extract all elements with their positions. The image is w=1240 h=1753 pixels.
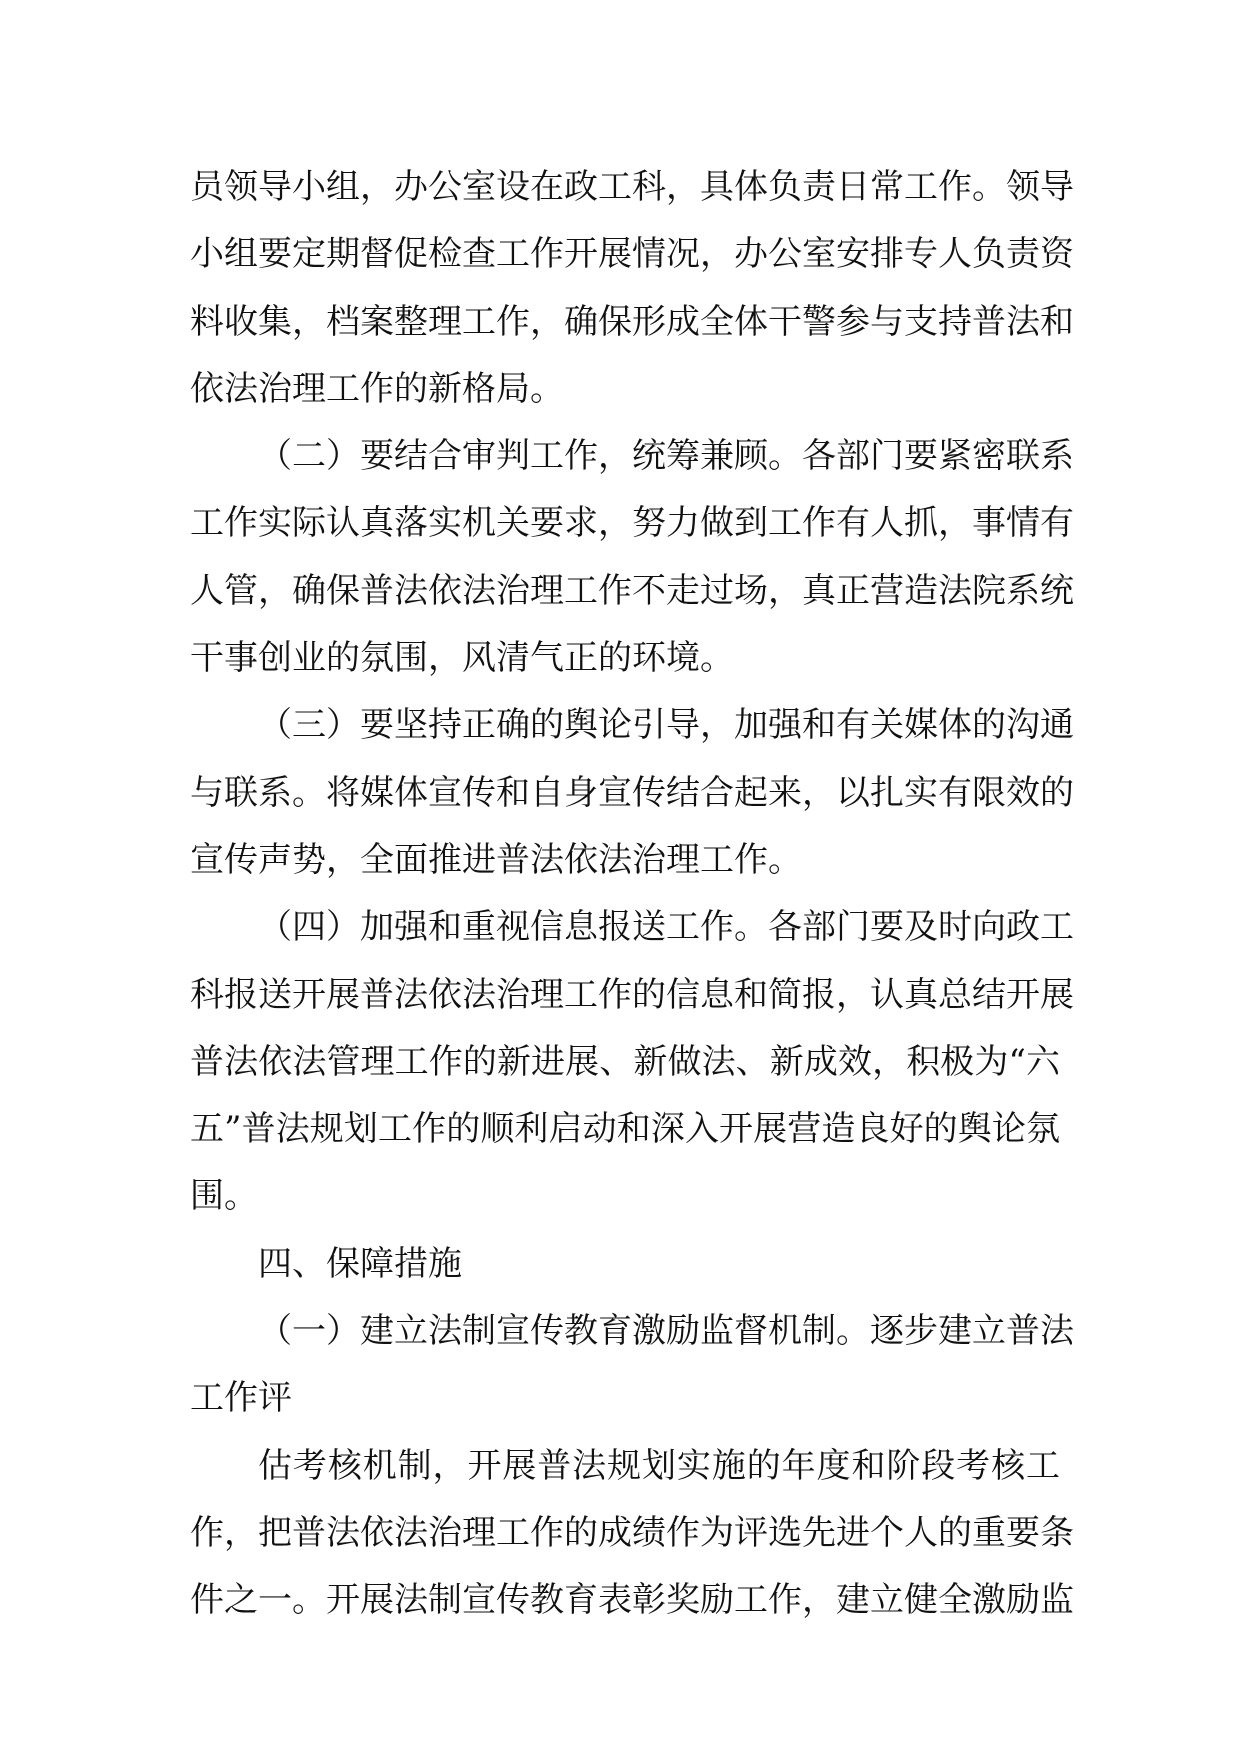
text-line: 五”普法规划工作的顺利启动和深入开展营造良好的舆论氛 — [190, 1109, 1060, 1150]
text-line: 员领导小组，办公室设在政工科，具体负责日常工作。领导 — [190, 167, 1074, 207]
text-line: 干事创业的氛围，风清气正的环境。 — [190, 638, 734, 679]
text-line: 人管，确保普法依法治理工作不走过场，真正营造法院系统 — [190, 570, 1074, 611]
text-line: 宣传声势，全面推进普法依法治理工作。 — [190, 839, 802, 880]
paragraph-start-line: （一）建立法制宣传教育激励监督机制。逐步建立普法 — [258, 1311, 1074, 1352]
text-line: 工作实际认真落实机关要求，努力做到工作有人抓，事情有 — [190, 503, 1074, 544]
text-line: 科报送开展普法依法治理工作的信息和简报，认真总结开展 — [190, 974, 1074, 1015]
text-line: 工作评 — [190, 1378, 292, 1419]
paragraph-start-line: （三）要坚持正确的舆论引导，加强和有关媒体的沟通 — [258, 705, 1074, 746]
text-line: 与联系。将媒体宣传和自身宣传结合起来，以扎实有限效的 — [190, 772, 1074, 813]
paragraph-start-line: 估考核机制，开展普法规划实施的年度和阶段考核工 — [258, 1445, 1060, 1486]
text-line: 小组要定期督促检查工作开展情况，办公室安排专人负责资 — [190, 234, 1074, 275]
text-line: 料收集，档案整理工作，确保形成全体干警参与支持普法和 — [190, 301, 1074, 342]
text-line: 作，把普法依法治理工作的成绩作为评选先进个人的重要条 — [190, 1512, 1074, 1553]
paragraph-start-line: （二）要结合审判工作，统筹兼顾。各部门要紧密联系 — [258, 436, 1074, 477]
text-line: 依法治理工作的新格局。 — [190, 368, 564, 409]
body-text — [190, 154, 1074, 1635]
section-heading: 四、保障措施 — [258, 1243, 462, 1284]
text-line: 围。 — [190, 1176, 258, 1217]
text-line: 普法依法管理工作的新进展、新做法、新成效，积极为“六 — [190, 1041, 1060, 1082]
paragraph-start-line: （四）加强和重视信息报送工作。各部门要及时向政工 — [258, 907, 1074, 948]
text-line: 件之一。开展法制宣传教育表彰奖励工作，建立健全激励监 — [190, 1580, 1074, 1621]
